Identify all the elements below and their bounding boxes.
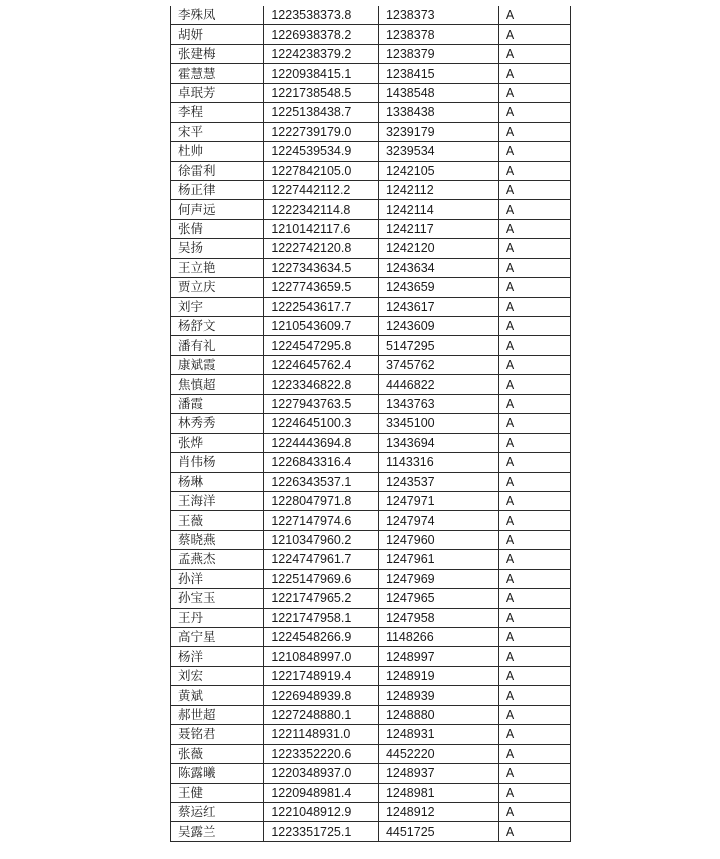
- grade-cell: A: [498, 258, 570, 277]
- grade-cell: A: [498, 142, 570, 161]
- name-cell: 孙洋: [171, 569, 264, 588]
- grade-cell: A: [498, 180, 570, 199]
- grade-cell: A: [498, 200, 570, 219]
- table-row: [171, 142, 571, 161]
- grade-cell: A: [498, 491, 570, 510]
- id-number-cell: 1223351725.1: [264, 822, 379, 841]
- code-cell: 4451725: [378, 822, 498, 841]
- name-cell: 李殊凤: [171, 6, 264, 25]
- table-row: [171, 278, 571, 297]
- table-row: [171, 336, 571, 355]
- grade-cell: A: [498, 297, 570, 316]
- name-cell: 肖伟杨: [171, 453, 264, 472]
- table-row: [171, 317, 571, 336]
- code-cell: 1243537: [378, 472, 498, 491]
- table-row: [171, 375, 571, 394]
- id-number-cell: 1223538373.8: [264, 6, 379, 25]
- name-cell: 刘宏: [171, 666, 264, 685]
- grade-cell: A: [498, 64, 570, 83]
- table-row: [171, 219, 571, 238]
- name-cell: 杜帅: [171, 142, 264, 161]
- id-number-cell: 1226343537.1: [264, 472, 379, 491]
- table-row: [171, 453, 571, 472]
- code-cell: 3345100: [378, 414, 498, 433]
- id-number-cell: 1224548266.9: [264, 628, 379, 647]
- code-cell: 3239534: [378, 142, 498, 161]
- grade-cell: A: [498, 122, 570, 141]
- table-row: [171, 686, 571, 705]
- table-row: [171, 6, 571, 25]
- grade-cell: A: [498, 511, 570, 530]
- grade-cell: A: [498, 725, 570, 744]
- id-number-cell: 1227743659.5: [264, 278, 379, 297]
- grade-cell: A: [498, 666, 570, 685]
- name-cell: 何声远: [171, 200, 264, 219]
- table-row: [171, 666, 571, 685]
- code-cell: 4452220: [378, 744, 498, 763]
- name-cell: 贾立庆: [171, 278, 264, 297]
- grade-cell: A: [498, 550, 570, 569]
- id-number-cell: 1221747965.2: [264, 589, 379, 608]
- id-number-cell: 1221048912.9: [264, 802, 379, 821]
- id-number-cell: 1224547295.8: [264, 336, 379, 355]
- name-cell: 宋平: [171, 122, 264, 141]
- table-row: [171, 297, 571, 316]
- name-cell: 郝世超: [171, 705, 264, 724]
- id-number-cell: 1222342114.8: [264, 200, 379, 219]
- table-row: [171, 530, 571, 549]
- table-row: [171, 433, 571, 452]
- table-row: [171, 491, 571, 510]
- code-cell: 1248939: [378, 686, 498, 705]
- table-row: [171, 822, 571, 841]
- code-cell: 1238415: [378, 64, 498, 83]
- grade-cell: A: [498, 317, 570, 336]
- id-number-cell: 1227147974.6: [264, 511, 379, 530]
- grade-cell: A: [498, 414, 570, 433]
- id-number-cell: 1222543617.7: [264, 297, 379, 316]
- table-row: [171, 802, 571, 821]
- grade-cell: A: [498, 83, 570, 102]
- id-number-cell: 1227343634.5: [264, 258, 379, 277]
- id-number-cell: 1226843316.4: [264, 453, 379, 472]
- name-cell: 霍慧慧: [171, 64, 264, 83]
- grade-cell: A: [498, 569, 570, 588]
- table-row: [171, 200, 571, 219]
- code-cell: 1247965: [378, 589, 498, 608]
- code-cell: 1248931: [378, 725, 498, 744]
- id-number-cell: 1227248880.1: [264, 705, 379, 724]
- name-cell: 王海洋: [171, 491, 264, 510]
- table-row: [171, 394, 571, 413]
- grade-cell: A: [498, 433, 570, 452]
- grade-cell: A: [498, 686, 570, 705]
- name-cell: 潘霞: [171, 394, 264, 413]
- id-number-cell: 1210543609.7: [264, 317, 379, 336]
- id-number-cell: 1221748919.4: [264, 666, 379, 685]
- code-cell: 1242117: [378, 219, 498, 238]
- code-cell: 1243609: [378, 317, 498, 336]
- id-number-cell: 1224747961.7: [264, 550, 379, 569]
- table-row: [171, 608, 571, 627]
- grade-cell: A: [498, 647, 570, 666]
- code-cell: 1243659: [378, 278, 498, 297]
- grade-cell: A: [498, 783, 570, 802]
- table-row: [171, 83, 571, 102]
- code-cell: 5147295: [378, 336, 498, 355]
- grade-cell: A: [498, 394, 570, 413]
- name-cell: 王薇: [171, 511, 264, 530]
- code-cell: 3239179: [378, 122, 498, 141]
- code-cell: 1248981: [378, 783, 498, 802]
- code-cell: 1242112: [378, 180, 498, 199]
- name-cell: 张烨: [171, 433, 264, 452]
- roster-table-body: [171, 6, 571, 841]
- name-cell: 杨琳: [171, 472, 264, 491]
- name-cell: 康斌霞: [171, 355, 264, 374]
- code-cell: 1143316: [378, 453, 498, 472]
- name-cell: 高宁星: [171, 628, 264, 647]
- name-cell: 杨洋: [171, 647, 264, 666]
- code-cell: 1343694: [378, 433, 498, 452]
- code-cell: 1238373: [378, 6, 498, 25]
- id-number-cell: 1225147969.6: [264, 569, 379, 588]
- table-row: [171, 511, 571, 530]
- id-number-cell: 1227943763.5: [264, 394, 379, 413]
- name-cell: 李程: [171, 103, 264, 122]
- code-cell: 1242120: [378, 239, 498, 258]
- table-row: [171, 64, 571, 83]
- table-row: [171, 122, 571, 141]
- name-cell: 徐雷利: [171, 161, 264, 180]
- id-number-cell: 1224645100.3: [264, 414, 379, 433]
- code-cell: 1247958: [378, 608, 498, 627]
- grade-cell: A: [498, 239, 570, 258]
- id-number-cell: 1210347960.2: [264, 530, 379, 549]
- id-number-cell: 1210848997.0: [264, 647, 379, 666]
- table-row: [171, 472, 571, 491]
- name-cell: 焦慎超: [171, 375, 264, 394]
- name-cell: 黄斌: [171, 686, 264, 705]
- table-row: [171, 628, 571, 647]
- name-cell: 王健: [171, 783, 264, 802]
- grade-cell: A: [498, 103, 570, 122]
- grade-cell: A: [498, 219, 570, 238]
- name-cell: 孟燕杰: [171, 550, 264, 569]
- id-number-cell: 1221148931.0: [264, 725, 379, 744]
- table-row: [171, 103, 571, 122]
- table-row: [171, 647, 571, 666]
- table-row: [171, 414, 571, 433]
- grade-cell: A: [498, 705, 570, 724]
- code-cell: 1148266: [378, 628, 498, 647]
- name-cell: 胡妍: [171, 25, 264, 44]
- code-cell: 1248997: [378, 647, 498, 666]
- grade-cell: A: [498, 764, 570, 783]
- table-row: [171, 355, 571, 374]
- grade-cell: A: [498, 44, 570, 63]
- table-row: [171, 705, 571, 724]
- table-row: [171, 589, 571, 608]
- name-cell: 王立艳: [171, 258, 264, 277]
- table-row: [171, 239, 571, 258]
- name-cell: 吴扬: [171, 239, 264, 258]
- name-cell: 林秀秀: [171, 414, 264, 433]
- code-cell: 1247960: [378, 530, 498, 549]
- name-cell: 王丹: [171, 608, 264, 627]
- grade-cell: A: [498, 822, 570, 841]
- table-row: [171, 569, 571, 588]
- grade-cell: A: [498, 453, 570, 472]
- grade-cell: A: [498, 472, 570, 491]
- id-number-cell: 1220948981.4: [264, 783, 379, 802]
- code-cell: 1247971: [378, 491, 498, 510]
- code-cell: 1242105: [378, 161, 498, 180]
- code-cell: 1248919: [378, 666, 498, 685]
- id-number-cell: 1227442112.2: [264, 180, 379, 199]
- table-row: [171, 44, 571, 63]
- id-number-cell: 1220938415.1: [264, 64, 379, 83]
- id-number-cell: 1224238379.2: [264, 44, 379, 63]
- id-number-cell: 1223352220.6: [264, 744, 379, 763]
- id-number-cell: 1210142117.6: [264, 219, 379, 238]
- table-row: [171, 180, 571, 199]
- table-row: [171, 744, 571, 763]
- grade-cell: A: [498, 355, 570, 374]
- code-cell: 1247969: [378, 569, 498, 588]
- name-cell: 蔡运红: [171, 802, 264, 821]
- grade-cell: A: [498, 25, 570, 44]
- code-cell: 1247974: [378, 511, 498, 530]
- id-number-cell: 1221738548.5: [264, 83, 379, 102]
- code-cell: 1243634: [378, 258, 498, 277]
- name-cell: 卓珉芳: [171, 83, 264, 102]
- name-cell: 刘宇: [171, 297, 264, 316]
- id-number-cell: 1228047971.8: [264, 491, 379, 510]
- grade-cell: A: [498, 744, 570, 763]
- table-row: [171, 25, 571, 44]
- code-cell: 4446822: [378, 375, 498, 394]
- name-cell: 杨舒文: [171, 317, 264, 336]
- name-cell: 聂铭君: [171, 725, 264, 744]
- table-row: [171, 258, 571, 277]
- id-number-cell: 1224645762.4: [264, 355, 379, 374]
- code-cell: 1438548: [378, 83, 498, 102]
- name-cell: 孙宝玉: [171, 589, 264, 608]
- id-number-cell: 1220348937.0: [264, 764, 379, 783]
- id-number-cell: 1222739179.0: [264, 122, 379, 141]
- id-number-cell: 1226938378.2: [264, 25, 379, 44]
- code-cell: 1238378: [378, 25, 498, 44]
- name-cell: 张倩: [171, 219, 264, 238]
- id-number-cell: 1225138438.7: [264, 103, 379, 122]
- code-cell: 1242114: [378, 200, 498, 219]
- grade-cell: A: [498, 336, 570, 355]
- code-cell: 1248912: [378, 802, 498, 821]
- id-number-cell: 1226948939.8: [264, 686, 379, 705]
- code-cell: 1247961: [378, 550, 498, 569]
- id-number-cell: 1227842105.0: [264, 161, 379, 180]
- name-cell: 潘有礼: [171, 336, 264, 355]
- grade-cell: A: [498, 375, 570, 394]
- grade-cell: A: [498, 6, 570, 25]
- id-number-cell: 1224443694.8: [264, 433, 379, 452]
- id-number-cell: 1223346822.8: [264, 375, 379, 394]
- name-cell: 张建梅: [171, 44, 264, 63]
- grade-cell: A: [498, 161, 570, 180]
- name-cell: 蔡晓燕: [171, 530, 264, 549]
- table-row: [171, 161, 571, 180]
- name-cell: 吴露兰: [171, 822, 264, 841]
- table-row: [171, 725, 571, 744]
- grade-cell: A: [498, 802, 570, 821]
- grade-cell: A: [498, 278, 570, 297]
- name-cell: 杨正律: [171, 180, 264, 199]
- code-cell: 1238379: [378, 44, 498, 63]
- name-cell: 陈露曦: [171, 764, 264, 783]
- code-cell: 3745762: [378, 355, 498, 374]
- grade-cell: A: [498, 608, 570, 627]
- code-cell: 1338438: [378, 103, 498, 122]
- grade-cell: A: [498, 530, 570, 549]
- name-cell: 张薇: [171, 744, 264, 763]
- grade-cell: A: [498, 589, 570, 608]
- code-cell: 1248880: [378, 705, 498, 724]
- table-row: [171, 764, 571, 783]
- table-row: [171, 783, 571, 802]
- grade-cell: A: [498, 628, 570, 647]
- id-number-cell: 1222742120.8: [264, 239, 379, 258]
- code-cell: 1248937: [378, 764, 498, 783]
- table-row: [171, 550, 571, 569]
- code-cell: 1243617: [378, 297, 498, 316]
- id-number-cell: 1224539534.9: [264, 142, 379, 161]
- roster-table: [170, 6, 571, 842]
- code-cell: 1343763: [378, 394, 498, 413]
- id-number-cell: 1221747958.1: [264, 608, 379, 627]
